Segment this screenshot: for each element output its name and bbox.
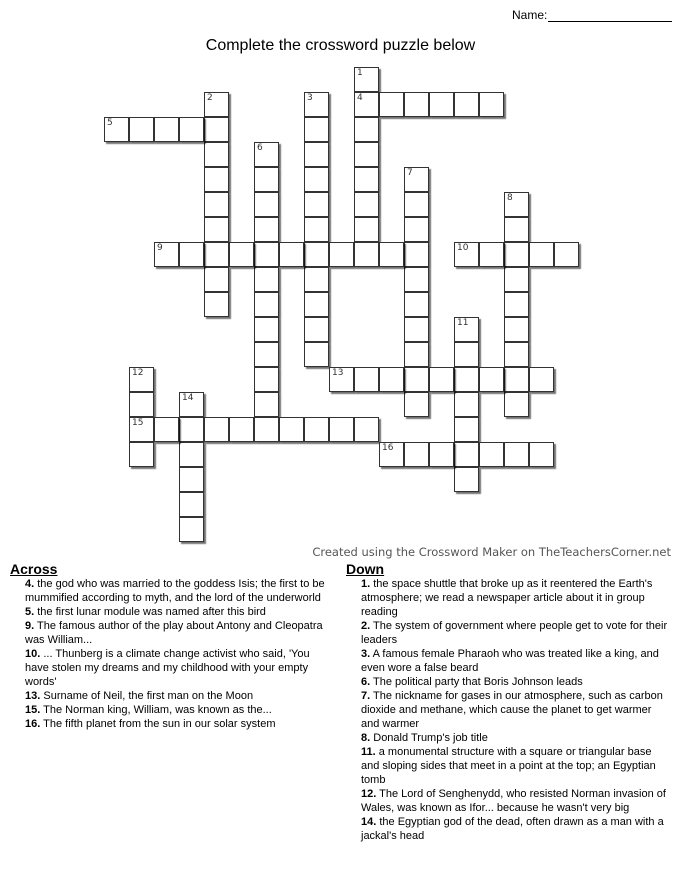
grid-cell[interactable] bbox=[204, 92, 229, 117]
grid-cell[interactable] bbox=[454, 367, 479, 392]
grid-cell[interactable] bbox=[204, 117, 229, 142]
across-clue bbox=[10, 717, 330, 731]
grid-cell[interactable] bbox=[529, 367, 554, 392]
down-clue-text: Donald Trump's job title bbox=[373, 732, 488, 744]
grid-cell[interactable] bbox=[404, 367, 429, 392]
grid-cell[interactable] bbox=[254, 342, 279, 367]
grid-cell[interactable] bbox=[404, 167, 429, 192]
grid-cell[interactable] bbox=[179, 492, 204, 517]
clue-number-label: 9 bbox=[157, 243, 163, 253]
grid-cell[interactable] bbox=[254, 217, 279, 242]
down-clue-text: The political party that Boris Johnson leads bbox=[373, 676, 583, 688]
grid-cell[interactable] bbox=[504, 392, 529, 417]
clue-number-label: 8 bbox=[507, 193, 513, 203]
grid-cell[interactable] bbox=[104, 117, 129, 142]
across-clue-text: the first lunar module was named after this bird bbox=[37, 606, 266, 618]
grid-cell[interactable] bbox=[279, 417, 304, 442]
across-clue bbox=[10, 619, 330, 647]
down-clue bbox=[346, 689, 671, 731]
grid-cell[interactable] bbox=[354, 167, 379, 192]
grid-cell[interactable] bbox=[329, 417, 354, 442]
down-clue bbox=[346, 577, 671, 619]
grid-cell[interactable] bbox=[179, 517, 204, 542]
grid-cell[interactable] bbox=[379, 442, 404, 467]
across-clue-number: 9. bbox=[25, 620, 35, 632]
grid-cell[interactable] bbox=[204, 267, 229, 292]
grid-cell[interactable] bbox=[479, 242, 504, 267]
grid-cell[interactable] bbox=[379, 367, 404, 392]
grid-cell[interactable] bbox=[204, 292, 229, 317]
grid-cell[interactable] bbox=[354, 117, 379, 142]
across-clue bbox=[10, 605, 330, 619]
across-clue-text: The fifth planet from the sun in our solar system bbox=[43, 718, 276, 730]
grid-cell[interactable] bbox=[304, 267, 329, 292]
across-clue bbox=[10, 647, 330, 689]
name-label: Name: bbox=[512, 8, 548, 22]
across-clue-number: 10. bbox=[25, 648, 41, 660]
grid-cell[interactable] bbox=[429, 367, 454, 392]
grid-cell[interactable] bbox=[179, 467, 204, 492]
grid-cell[interactable] bbox=[504, 442, 529, 467]
grid-cell[interactable] bbox=[304, 167, 329, 192]
grid-cell[interactable] bbox=[479, 367, 504, 392]
grid-cell[interactable] bbox=[254, 267, 279, 292]
grid-cell[interactable] bbox=[254, 417, 279, 442]
grid-cell[interactable] bbox=[254, 292, 279, 317]
grid-cell[interactable] bbox=[379, 242, 404, 267]
clue-number-label: 12 bbox=[132, 368, 144, 378]
down-clue-number: 3. bbox=[361, 648, 371, 660]
grid-cell[interactable] bbox=[204, 217, 229, 242]
down-clue bbox=[346, 787, 671, 815]
down-clue bbox=[346, 815, 671, 843]
down-clue-text: The Lord of Senghenydd, who resisted Norman invasion of Wales, was known as Ifor... because he wasn't very big bbox=[361, 788, 666, 814]
clue-number-label: 13 bbox=[332, 368, 344, 378]
clue-number-label: 16 bbox=[382, 443, 394, 453]
down-clue bbox=[346, 731, 671, 745]
grid-cell[interactable] bbox=[404, 342, 429, 367]
grid-cell[interactable] bbox=[329, 242, 354, 267]
grid-cell[interactable] bbox=[429, 92, 454, 117]
grid-cell[interactable] bbox=[504, 292, 529, 317]
grid-cell[interactable] bbox=[504, 192, 529, 217]
grid-cell[interactable] bbox=[179, 392, 204, 417]
across-heading: Across bbox=[10, 561, 58, 577]
clue-number-label: 1 bbox=[357, 68, 363, 78]
across-clue-number: 4. bbox=[25, 578, 35, 590]
grid-cell[interactable] bbox=[404, 242, 429, 267]
grid-cell[interactable] bbox=[454, 242, 479, 267]
clue-number-label: 3 bbox=[307, 93, 313, 103]
grid-cell[interactable] bbox=[354, 67, 379, 92]
grid-cell[interactable] bbox=[204, 417, 229, 442]
down-clue-number: 8. bbox=[361, 732, 371, 744]
down-clue-number: 1. bbox=[361, 578, 371, 590]
grid-cell[interactable] bbox=[354, 367, 379, 392]
grid-cell[interactable] bbox=[379, 92, 404, 117]
grid-cell[interactable] bbox=[404, 442, 429, 467]
down-clue bbox=[346, 619, 671, 647]
grid-cell[interactable] bbox=[404, 392, 429, 417]
grid-cell[interactable] bbox=[254, 317, 279, 342]
grid-cell[interactable] bbox=[204, 192, 229, 217]
grid-cell[interactable] bbox=[304, 92, 329, 117]
grid-cell[interactable] bbox=[304, 217, 329, 242]
grid-cell[interactable] bbox=[254, 392, 279, 417]
down-clue-text: A famous female Pharaoh who was treated like a king, and even wore a false beard bbox=[361, 648, 659, 674]
grid-cell[interactable] bbox=[304, 292, 329, 317]
grid-cell[interactable] bbox=[404, 92, 429, 117]
across-clue-text: The Norman king, William, was known as the... bbox=[43, 704, 272, 716]
clue-number-label: 10 bbox=[457, 243, 469, 253]
clue-number-label: 7 bbox=[407, 168, 413, 178]
across-clue-list bbox=[10, 577, 330, 731]
grid-cell[interactable] bbox=[504, 367, 529, 392]
grid-cell[interactable] bbox=[454, 417, 479, 442]
grid-cell[interactable] bbox=[304, 342, 329, 367]
down-clue-number: 12. bbox=[361, 788, 377, 800]
grid-cell[interactable] bbox=[404, 267, 429, 292]
across-clue-number: 13. bbox=[25, 690, 41, 702]
across-clue-text: The famous author of the play about Antony and Cleopatra was William... bbox=[25, 620, 323, 646]
down-clue-text: The nickname for gases in our atmosphere, such as carbon dioxide and methane, which cause the planet to get warmer and warmer bbox=[361, 690, 663, 730]
grid-cell[interactable] bbox=[354, 192, 379, 217]
grid-cell[interactable] bbox=[304, 192, 329, 217]
grid-cell[interactable] bbox=[229, 242, 254, 267]
clue-number-label: 5 bbox=[107, 118, 113, 128]
down-clue-number: 7. bbox=[361, 690, 371, 702]
grid-cell[interactable] bbox=[154, 417, 179, 442]
grid-cell[interactable] bbox=[129, 367, 154, 392]
down-clue bbox=[346, 745, 671, 787]
grid-cell[interactable] bbox=[254, 192, 279, 217]
clue-number-label: 15 bbox=[132, 418, 144, 428]
grid-cell[interactable] bbox=[454, 467, 479, 492]
grid-cell[interactable] bbox=[179, 442, 204, 467]
grid-cell[interactable] bbox=[454, 392, 479, 417]
grid-cell[interactable] bbox=[304, 242, 329, 267]
grid-cell[interactable] bbox=[504, 317, 529, 342]
grid-cell[interactable] bbox=[429, 442, 454, 467]
across-clue bbox=[10, 689, 330, 703]
down-clue-list bbox=[346, 577, 671, 843]
grid-cell[interactable] bbox=[179, 242, 204, 267]
down-clue-text: a monumental structure with a square or triangular base and sloping sides that meet in a point at the top; an Egyptian tomb bbox=[361, 746, 656, 786]
down-clue-number: 14. bbox=[361, 816, 377, 828]
grid-cell[interactable] bbox=[154, 242, 179, 267]
grid-cell[interactable] bbox=[404, 317, 429, 342]
clue-number-label: 2 bbox=[207, 93, 213, 103]
grid-cell[interactable] bbox=[479, 442, 504, 467]
grid-cell[interactable] bbox=[404, 292, 429, 317]
grid-cell[interactable] bbox=[129, 392, 154, 417]
grid-cell[interactable] bbox=[354, 142, 379, 167]
down-clue-number: 11. bbox=[361, 746, 376, 758]
grid-cell[interactable] bbox=[504, 242, 529, 267]
grid-cell[interactable] bbox=[354, 417, 379, 442]
grid-cell[interactable] bbox=[279, 242, 304, 267]
grid-cell[interactable] bbox=[354, 92, 379, 117]
grid-cell[interactable] bbox=[404, 217, 429, 242]
down-clue bbox=[346, 675, 671, 689]
grid-cell[interactable] bbox=[129, 117, 154, 142]
grid-cell[interactable] bbox=[454, 317, 479, 342]
across-clue bbox=[10, 577, 330, 605]
grid-cell[interactable] bbox=[304, 142, 329, 167]
down-clue-text: The system of government where people get to vote for their leaders bbox=[361, 620, 668, 646]
down-clue-text: the Egyptian god of the dead, often drawn as a man with a jackal's head bbox=[361, 816, 664, 842]
across-clue-number: 15. bbox=[25, 704, 41, 716]
across-clue-number: 5. bbox=[25, 606, 35, 618]
grid-cell[interactable] bbox=[504, 267, 529, 292]
grid-cell[interactable] bbox=[204, 167, 229, 192]
clue-number-label: 6 bbox=[257, 143, 263, 153]
grid-cell[interactable] bbox=[529, 242, 554, 267]
grid-cell[interactable] bbox=[354, 242, 379, 267]
grid-cell[interactable] bbox=[404, 192, 429, 217]
grid-cell[interactable] bbox=[229, 417, 254, 442]
clue-number-label: 14 bbox=[182, 393, 194, 403]
grid-cell[interactable] bbox=[504, 217, 529, 242]
grid-cell[interactable] bbox=[254, 242, 279, 267]
across-clue bbox=[10, 703, 330, 717]
grid-cell[interactable] bbox=[479, 92, 504, 117]
grid-cell[interactable] bbox=[454, 342, 479, 367]
grid-cell[interactable] bbox=[129, 442, 154, 467]
down-clue-number: 6. bbox=[361, 676, 371, 688]
page-title: Complete the crossword puzzle below bbox=[205, 37, 476, 54]
grid-cell[interactable] bbox=[504, 342, 529, 367]
grid-cell[interactable] bbox=[254, 167, 279, 192]
across-clue-text: Surname of Neil, the first man on the Moon bbox=[43, 690, 254, 702]
grid-cell[interactable] bbox=[554, 242, 579, 267]
grid-cell[interactable] bbox=[529, 442, 554, 467]
grid-cell[interactable] bbox=[304, 417, 329, 442]
grid-cell[interactable] bbox=[204, 242, 229, 267]
grid-cell[interactable] bbox=[179, 417, 204, 442]
down-clues bbox=[346, 561, 671, 843]
grid-cell[interactable] bbox=[454, 442, 479, 467]
grid-cell[interactable] bbox=[304, 317, 329, 342]
clue-number-label: 4 bbox=[357, 93, 363, 103]
grid-cell[interactable] bbox=[454, 92, 479, 117]
across-clues bbox=[10, 561, 330, 731]
down-clue-number: 2. bbox=[361, 620, 371, 632]
credit-text: Created using the Crossword Maker on TheTeachersCorner.net bbox=[312, 545, 671, 559]
down-clue-text: the space shuttle that broke up as it reentered the Earth's atmosphere; we read a newspaper article about it in group reading bbox=[361, 578, 653, 618]
grid-cell[interactable] bbox=[254, 367, 279, 392]
grid-cell[interactable] bbox=[154, 117, 179, 142]
grid-cell[interactable] bbox=[354, 217, 379, 242]
grid-cell[interactable] bbox=[304, 117, 329, 142]
grid-cell[interactable] bbox=[204, 142, 229, 167]
down-clue bbox=[346, 647, 671, 675]
across-clue-text: the god who was married to the goddess Isis; the first to be mummified according to myth, and the lord of the underworld bbox=[25, 578, 325, 604]
grid-cell[interactable] bbox=[329, 367, 354, 392]
grid-cell[interactable] bbox=[254, 142, 279, 167]
down-heading: Down bbox=[346, 561, 385, 577]
grid-cell[interactable] bbox=[179, 117, 204, 142]
across-clue-number: 16. bbox=[25, 718, 41, 730]
grid-cell[interactable] bbox=[129, 417, 154, 442]
across-clue-text: ... Thunberg is a climate change activist who said, 'You have stolen my dreams and my childhood with your empty words' bbox=[25, 648, 310, 688]
clue-number-label: 11 bbox=[457, 318, 469, 328]
